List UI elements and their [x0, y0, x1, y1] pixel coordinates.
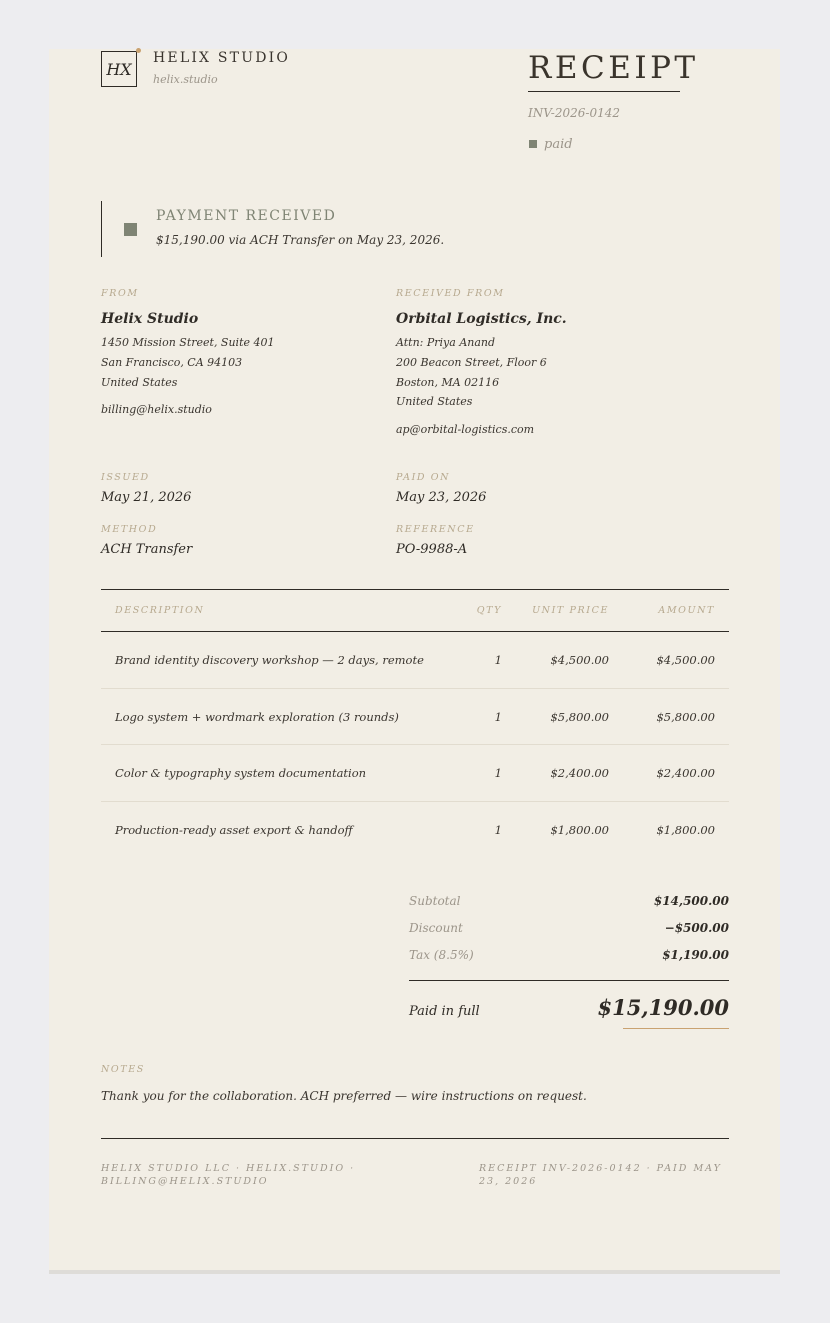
- paid-on-date: May 23, 2026: [396, 490, 487, 505]
- totals-rule: [409, 980, 729, 981]
- row-qty: 1: [494, 710, 502, 724]
- receipt-title: RECEIPT: [528, 50, 699, 86]
- from-label: FROM: [101, 288, 139, 299]
- row-amount: $4,500.00: [656, 653, 715, 667]
- banner-square-icon: [124, 223, 137, 236]
- footer-rule: [101, 1138, 729, 1139]
- table-header-rule: [101, 631, 729, 632]
- notes-label: NOTES: [101, 1064, 145, 1075]
- logo-accent-dot: [136, 48, 141, 53]
- discount-label: Discount: [409, 921, 463, 935]
- banner-title: PAYMENT RECEIVED: [156, 208, 337, 224]
- row-unit-price: $1,800.00: [550, 823, 609, 837]
- row-unit-price: $5,800.00: [550, 710, 609, 724]
- to-address-line: Attn: Priya Anand: [396, 336, 496, 349]
- row-divider: [101, 744, 729, 745]
- to-label: RECEIVED FROM: [396, 288, 505, 299]
- row-description: Logo system + wordmark exploration (3 rounds): [115, 710, 399, 724]
- brand-site: helix.studio: [153, 73, 218, 86]
- reference-label: REFERENCE: [396, 524, 475, 535]
- table-top-rule: [101, 589, 729, 590]
- subtotal-value: $14,500.00: [653, 894, 729, 908]
- row-qty: 1: [494, 766, 502, 780]
- to-email[interactable]: ap@orbital-logistics.com: [396, 423, 535, 436]
- issued-label: ISSUED: [101, 472, 150, 483]
- row-amount: $2,400.00: [656, 766, 715, 780]
- banner-rule: [101, 201, 102, 257]
- col-header-amount: AMOUNT: [658, 605, 715, 616]
- from-address-line: United States: [101, 376, 178, 389]
- brand-logo: [101, 51, 137, 87]
- row-amount: $1,800.00: [656, 823, 715, 837]
- reference-value: PO-9988-A: [396, 542, 468, 557]
- method-label: METHOD: [101, 524, 158, 535]
- row-amount: $5,800.00: [656, 710, 715, 724]
- subtotal-label: Subtotal: [409, 894, 461, 908]
- col-header-unit-price: UNIT PRICE: [532, 605, 609, 616]
- row-qty: 1: [494, 653, 502, 667]
- grand-total-value: $15,190.00: [597, 995, 729, 1020]
- paid-on-label: PAID ON: [396, 472, 451, 483]
- row-divider: [101, 801, 729, 802]
- invoice-number: INV-2026-0142: [528, 106, 620, 120]
- to-address-line: Boston, MA 02116: [396, 376, 500, 389]
- row-unit-price: $2,400.00: [550, 766, 609, 780]
- footer-right: RECEIPT INV-2026-0142 · PAID MAY 23, 2026: [479, 1163, 722, 1187]
- to-address-line: United States: [396, 395, 473, 408]
- status-badge: paid: [544, 137, 573, 152]
- from-address-line: 1450 Mission Street, Suite 401: [101, 336, 275, 349]
- grand-total-label: Paid in full: [409, 1004, 480, 1019]
- from-name: Helix Studio: [101, 311, 199, 327]
- brand-monogram: HX: [106, 59, 132, 79]
- tax-label: Tax (8.5%): [409, 948, 474, 962]
- to-address-line: 200 Beacon Street, Floor 6: [396, 356, 547, 369]
- to-name: Orbital Logistics, Inc.: [396, 311, 567, 327]
- tax-value: $1,190.00: [662, 948, 729, 962]
- notes-text: Thank you for the collaboration. ACH preferred — wire instructions on request.: [101, 1089, 587, 1103]
- row-description: Brand identity discovery workshop — 2 days, remote: [115, 653, 424, 667]
- grand-total-underline: [623, 1028, 729, 1029]
- discount-value: −$500.00: [664, 921, 729, 935]
- footer-left: HELIX STUDIO LLC · HELIX.STUDIO · BILLING@HELIX.STUDIO: [101, 1163, 356, 1187]
- brand-name: HELIX STUDIO: [153, 50, 291, 66]
- col-header-qty: QTY: [476, 605, 502, 616]
- payment-method: ACH Transfer: [101, 542, 193, 557]
- row-description: Production-ready asset export & handoff: [115, 823, 353, 837]
- from-email[interactable]: billing@helix.studio: [101, 403, 212, 416]
- status-square-icon: [529, 140, 537, 148]
- title-rule: [528, 91, 680, 92]
- row-description: Color & typography system documentation: [115, 766, 367, 780]
- row-unit-price: $4,500.00: [550, 653, 609, 667]
- col-header-description: DESCRIPTION: [115, 605, 205, 616]
- row-divider: [101, 688, 729, 689]
- issued-date: May 21, 2026: [101, 490, 192, 505]
- receipt-page: [49, 49, 780, 1270]
- banner-subtitle: $15,190.00 via ACH Transfer on May 23, 2026.: [156, 233, 445, 247]
- from-address-line: San Francisco, CA 94103: [101, 356, 243, 369]
- row-qty: 1: [494, 823, 502, 837]
